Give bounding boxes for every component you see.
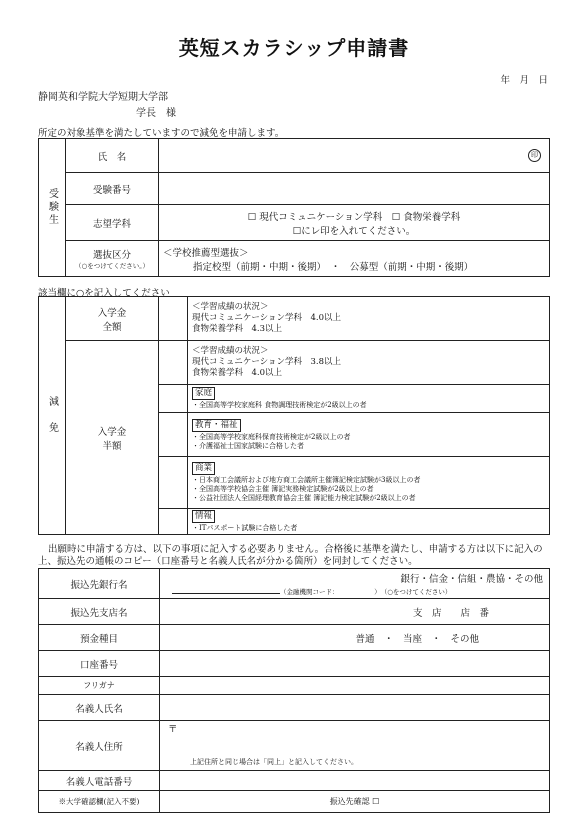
shogyo-line-2: ・全国高等学校協会主催 簿記実務検定試験が2級以上の者 xyxy=(192,485,374,493)
joho-line-1: ・ITパスポート試験に合格した者 xyxy=(192,524,298,532)
postal-mark: 〒 xyxy=(168,724,178,735)
date-field[interactable]: 年 月 日 xyxy=(500,75,548,86)
category-note: （○をつけてください。） xyxy=(75,262,149,270)
instruction-paragraph: 出願時に申請する方は、以下の事項に記入する必要ありません。合格後に基準を満たし、申請する方は以下に記入の上、振込先の通帳のコピー（口座番号と名義人氏名が分かる箇所）を同封してください。 xyxy=(38,544,543,567)
category-options[interactable]: 指定校型（前期・中期・後期） ・ 公募型（前期・中期・後期） xyxy=(193,261,474,273)
intro-text: 所定の対象基準を満たしていますので減免を申請します。 xyxy=(38,128,285,139)
circle-instruction: 該当欄に○を記入してください xyxy=(38,288,170,299)
account-field[interactable] xyxy=(160,651,550,677)
kyoiku-label: 教育・福祉 xyxy=(192,419,241,432)
full-heading: ＜学習成績の状況＞ xyxy=(192,302,269,312)
page-title: 英短スカラシップ申請書 xyxy=(178,36,410,60)
half-mark-kyoiku[interactable] xyxy=(159,413,188,457)
dept-field[interactable] xyxy=(159,205,550,241)
full-label-1: 入学金 xyxy=(97,307,127,319)
bank-table xyxy=(38,568,550,813)
address-label: 名義人住所 xyxy=(39,721,160,771)
bank-code[interactable]: （金融機関コード： ） xyxy=(280,588,378,596)
half-criteria-grades xyxy=(188,341,550,385)
bank-types[interactable]: 銀行・信金・信組・農協・その他 xyxy=(400,574,543,585)
phone-field[interactable] xyxy=(160,771,550,791)
shogyo-criteria xyxy=(188,457,550,509)
addressee-president: 学長 様 xyxy=(136,108,176,119)
joho-label: 情報 xyxy=(192,510,215,523)
seal-mark: 印 xyxy=(528,149,541,162)
confirm-text: 振込先確認 ☐ xyxy=(329,797,380,806)
bank-name-label: 振込先銀行名 xyxy=(39,569,160,599)
dept-options[interactable]: ☐ 現代コミュニケーション学科 ☐ 食物栄養学科 xyxy=(247,211,461,223)
kasei-criteria xyxy=(188,385,550,413)
address-field[interactable] xyxy=(160,721,550,771)
holder-label: 名義人氏名 xyxy=(39,695,160,721)
shogyo-line-1: ・日本商工会議所および地方商工会議所主催簿記検定試験が3級以上の者 xyxy=(192,476,421,484)
shogyo-line-3: ・公益社団法人全国経理教育協会主催 簿記能力検定試験が2級以上の者 xyxy=(192,494,416,502)
phone-label: 名義人電話番号 xyxy=(39,771,160,791)
kasei-line-1: ・全国高等学校家庭科 食物調理技術検定が2級以上の者 xyxy=(192,401,367,409)
half-label-2: 半額 xyxy=(102,440,122,452)
category-heading: ＜学校推薦型選抜＞ xyxy=(163,247,249,259)
deposit-label: 預金種目 xyxy=(39,625,160,651)
dept-note: ☐にレ印を入れてください。 xyxy=(292,225,416,237)
bank-circle-note: （○をつけてください） xyxy=(384,588,452,596)
category-label: 選抜区分 xyxy=(92,250,131,261)
half-line-1: 現代コミュニケーション学科 3.8以上 xyxy=(192,357,342,367)
full-label-2: 全額 xyxy=(102,321,122,333)
univ-check-label: ※大学確認欄(記入不要) xyxy=(39,791,160,813)
applicant-table xyxy=(38,138,550,277)
kyoiku-line-1: ・全国高等学校家庭科保育技術検定が2級以上の者 xyxy=(192,432,351,441)
full-label-cell[interactable] xyxy=(66,297,159,341)
exam-number-label: 受験番号 xyxy=(66,173,159,205)
shogyo-label: 商業 xyxy=(192,462,215,475)
holder-field[interactable] xyxy=(160,695,550,721)
kasei-label: 家庭 xyxy=(192,387,215,400)
full-line-2: 食物栄養学科 4.3以上 xyxy=(192,324,283,334)
kyoiku-line-2: ・介護福祉士国家試験に合格した者 xyxy=(192,441,304,450)
bank-name-field[interactable] xyxy=(160,569,550,599)
half-mark-joho[interactable] xyxy=(159,509,188,535)
name-label: 氏 名 xyxy=(66,139,159,173)
name-field[interactable] xyxy=(159,139,550,173)
half-line-2: 食物栄養学科 4.0以上 xyxy=(192,368,283,378)
half-heading: ＜学習成績の状況＞ xyxy=(192,346,269,356)
full-mark-cell[interactable] xyxy=(159,297,188,341)
full-criteria xyxy=(188,297,550,341)
joho-criteria xyxy=(188,509,550,535)
half-mark-grades[interactable] xyxy=(159,341,188,385)
dept-label: 志望学科 xyxy=(66,205,159,241)
half-label-cell[interactable] xyxy=(66,341,159,535)
kana-field[interactable] xyxy=(160,677,550,695)
deposit-field[interactable] xyxy=(160,625,550,651)
half-label-1: 入学金 xyxy=(97,426,127,438)
addressee-school: 静岡英和学院大学短期大学部 xyxy=(38,92,168,103)
exemption-table xyxy=(38,296,550,535)
exemption-section-label: 減 免 xyxy=(39,297,66,535)
kana-label: フリガナ xyxy=(39,677,160,695)
branch-types: 支 店 店 番 xyxy=(412,607,489,619)
branch-field[interactable] xyxy=(160,599,550,625)
account-label: 口座番号 xyxy=(39,651,160,677)
applicant-section-label: 受験生 xyxy=(39,139,66,277)
category-label-cell xyxy=(66,241,159,277)
category-field[interactable] xyxy=(159,241,550,277)
exam-number-field[interactable] xyxy=(159,173,550,205)
half-mark-shogyo[interactable] xyxy=(159,457,188,509)
branch-label: 振込先支店名 xyxy=(39,599,160,625)
kyoiku-criteria xyxy=(188,413,550,457)
half-mark-kasei[interactable] xyxy=(159,385,188,413)
confirm-field xyxy=(160,791,550,813)
address-note: 上記住所と同じ場合は「同上」と記入してください。 xyxy=(190,758,358,766)
full-line-1: 現代コミュニケーション学科 4.0以上 xyxy=(192,313,342,323)
deposit-types[interactable]: 普通 ・ 当座 ・ その他 xyxy=(355,633,479,645)
